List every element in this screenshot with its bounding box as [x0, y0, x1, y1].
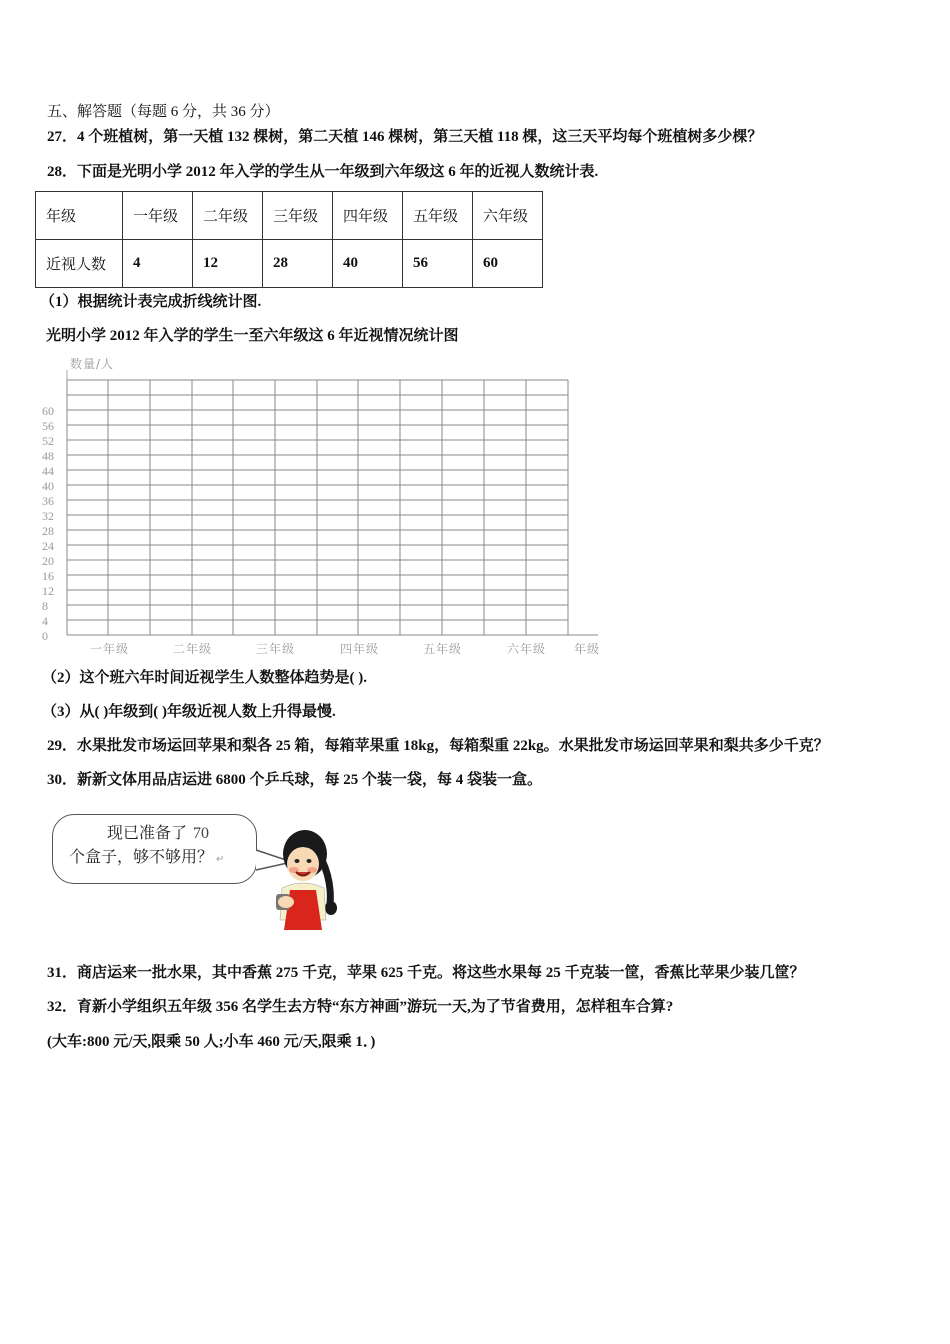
table-header-row	[36, 192, 543, 240]
table-cell: 年级	[36, 192, 123, 240]
x-tick: 五年级	[423, 642, 463, 656]
section-title: 五、解答题（每题 6 分，共 36 分）	[47, 104, 280, 120]
question-29: 29．水果批发市场运回苹果和梨各 25 箱，每箱苹果重 18kg，每箱梨重 22kg。水果批发市场运回苹果和梨共多少千克？	[47, 738, 829, 754]
x-axis-label: 年级	[574, 642, 601, 656]
chart-grid	[40, 352, 610, 662]
table-cell: 六年级	[473, 192, 543, 240]
y-tick: 0	[42, 629, 48, 643]
question-32: 32．育新小学组织五年级 356 名学生去方特“东方神画”游玩一天,为了节省费用，怎样租车合算?	[47, 999, 674, 1015]
question-31: 31．商店运来一批水果，其中香蕉 275 千克，苹果 625 千克。将这些水果每 25 千克装一筐，香蕉比苹果少装几筐？	[47, 965, 805, 981]
table-cell: 二年级	[193, 192, 263, 240]
table-cell: 三年级	[263, 192, 333, 240]
y-tick: 28	[42, 524, 54, 538]
y-tick: 60	[42, 404, 54, 418]
y-tick: 40	[42, 479, 54, 493]
y-tick: 56	[42, 419, 54, 433]
y-tick: 32	[42, 509, 54, 523]
table-cell: 60	[473, 240, 543, 288]
table-cell: 56	[403, 240, 473, 288]
table-cell: 12	[193, 240, 263, 288]
myopia-stats-table	[35, 191, 543, 288]
chart-title	[46, 326, 459, 346]
y-tick: 44	[42, 464, 54, 478]
question-28-part-1: （1）根据统计表完成折线统计图.	[40, 294, 262, 310]
table-cell: 4	[123, 240, 193, 288]
girl-illustration-icon	[250, 812, 350, 937]
y-tick: 12	[42, 584, 54, 598]
y-axis-label: 数量/人	[70, 357, 115, 371]
x-tick: 二年级	[173, 642, 213, 656]
question-27: 27．4 个班植树，第一天植 132 棵树，第二天植 146 棵树，第三天植 118 棵，这三天平均每个班植树多少棵？	[47, 129, 763, 145]
table-cell: 一年级	[123, 192, 193, 240]
question-28-part-2: （2）这个班六年时间近视学生人数整体趋势是( ).	[42, 670, 367, 686]
table-cell: 近视人数	[36, 240, 123, 288]
speech-bubble	[52, 814, 257, 884]
y-tick: 8	[42, 599, 48, 613]
table-row	[36, 240, 543, 288]
y-tick: 52	[42, 434, 54, 448]
bubble-text-line-1: 现已准备了	[107, 823, 188, 842]
table-cell: 四年级	[333, 192, 403, 240]
chart-title-text: 光明小学 2012 年入学的学生一至六年级这 6 年近视情况统计图	[46, 328, 459, 344]
table-cell: 40	[333, 240, 403, 288]
y-tick: 20	[42, 554, 54, 568]
blank-line-chart	[40, 352, 610, 662]
return-mark-icon: ↵	[216, 854, 225, 865]
table-cell: 28	[263, 240, 333, 288]
question-28-part-3: （3）从( )年级到( )年级近视人数上升得最慢.	[42, 704, 336, 720]
y-tick: 36	[42, 494, 54, 508]
y-tick: 24	[42, 539, 54, 553]
y-tick: 16	[42, 569, 54, 583]
question-28: 28．下面是光明小学 2012 年入学的学生从一年级到六年级这 6 年的近视人数统计表.	[47, 164, 599, 180]
x-tick: 六年级	[507, 642, 547, 656]
x-tick: 三年级	[256, 642, 296, 656]
x-tick: 一年级	[90, 642, 130, 656]
y-tick: 48	[42, 449, 54, 463]
table-cell: 五年级	[403, 192, 473, 240]
bubble-box-count: 70	[193, 825, 210, 842]
y-tick: 4	[42, 614, 48, 628]
question-30: 30．新新文体用品店运进 6800 个乒乓球，每 25 个装一袋，每 4 袋装一盒。	[47, 772, 543, 788]
x-tick: 四年级	[340, 642, 380, 656]
question-32-note: (大车:800 元/天,限乘 50 人;小车 460 元/天,限乘 1．)	[47, 1034, 376, 1050]
bubble-text-line-2: 个盒子，够不够用？	[69, 847, 214, 866]
